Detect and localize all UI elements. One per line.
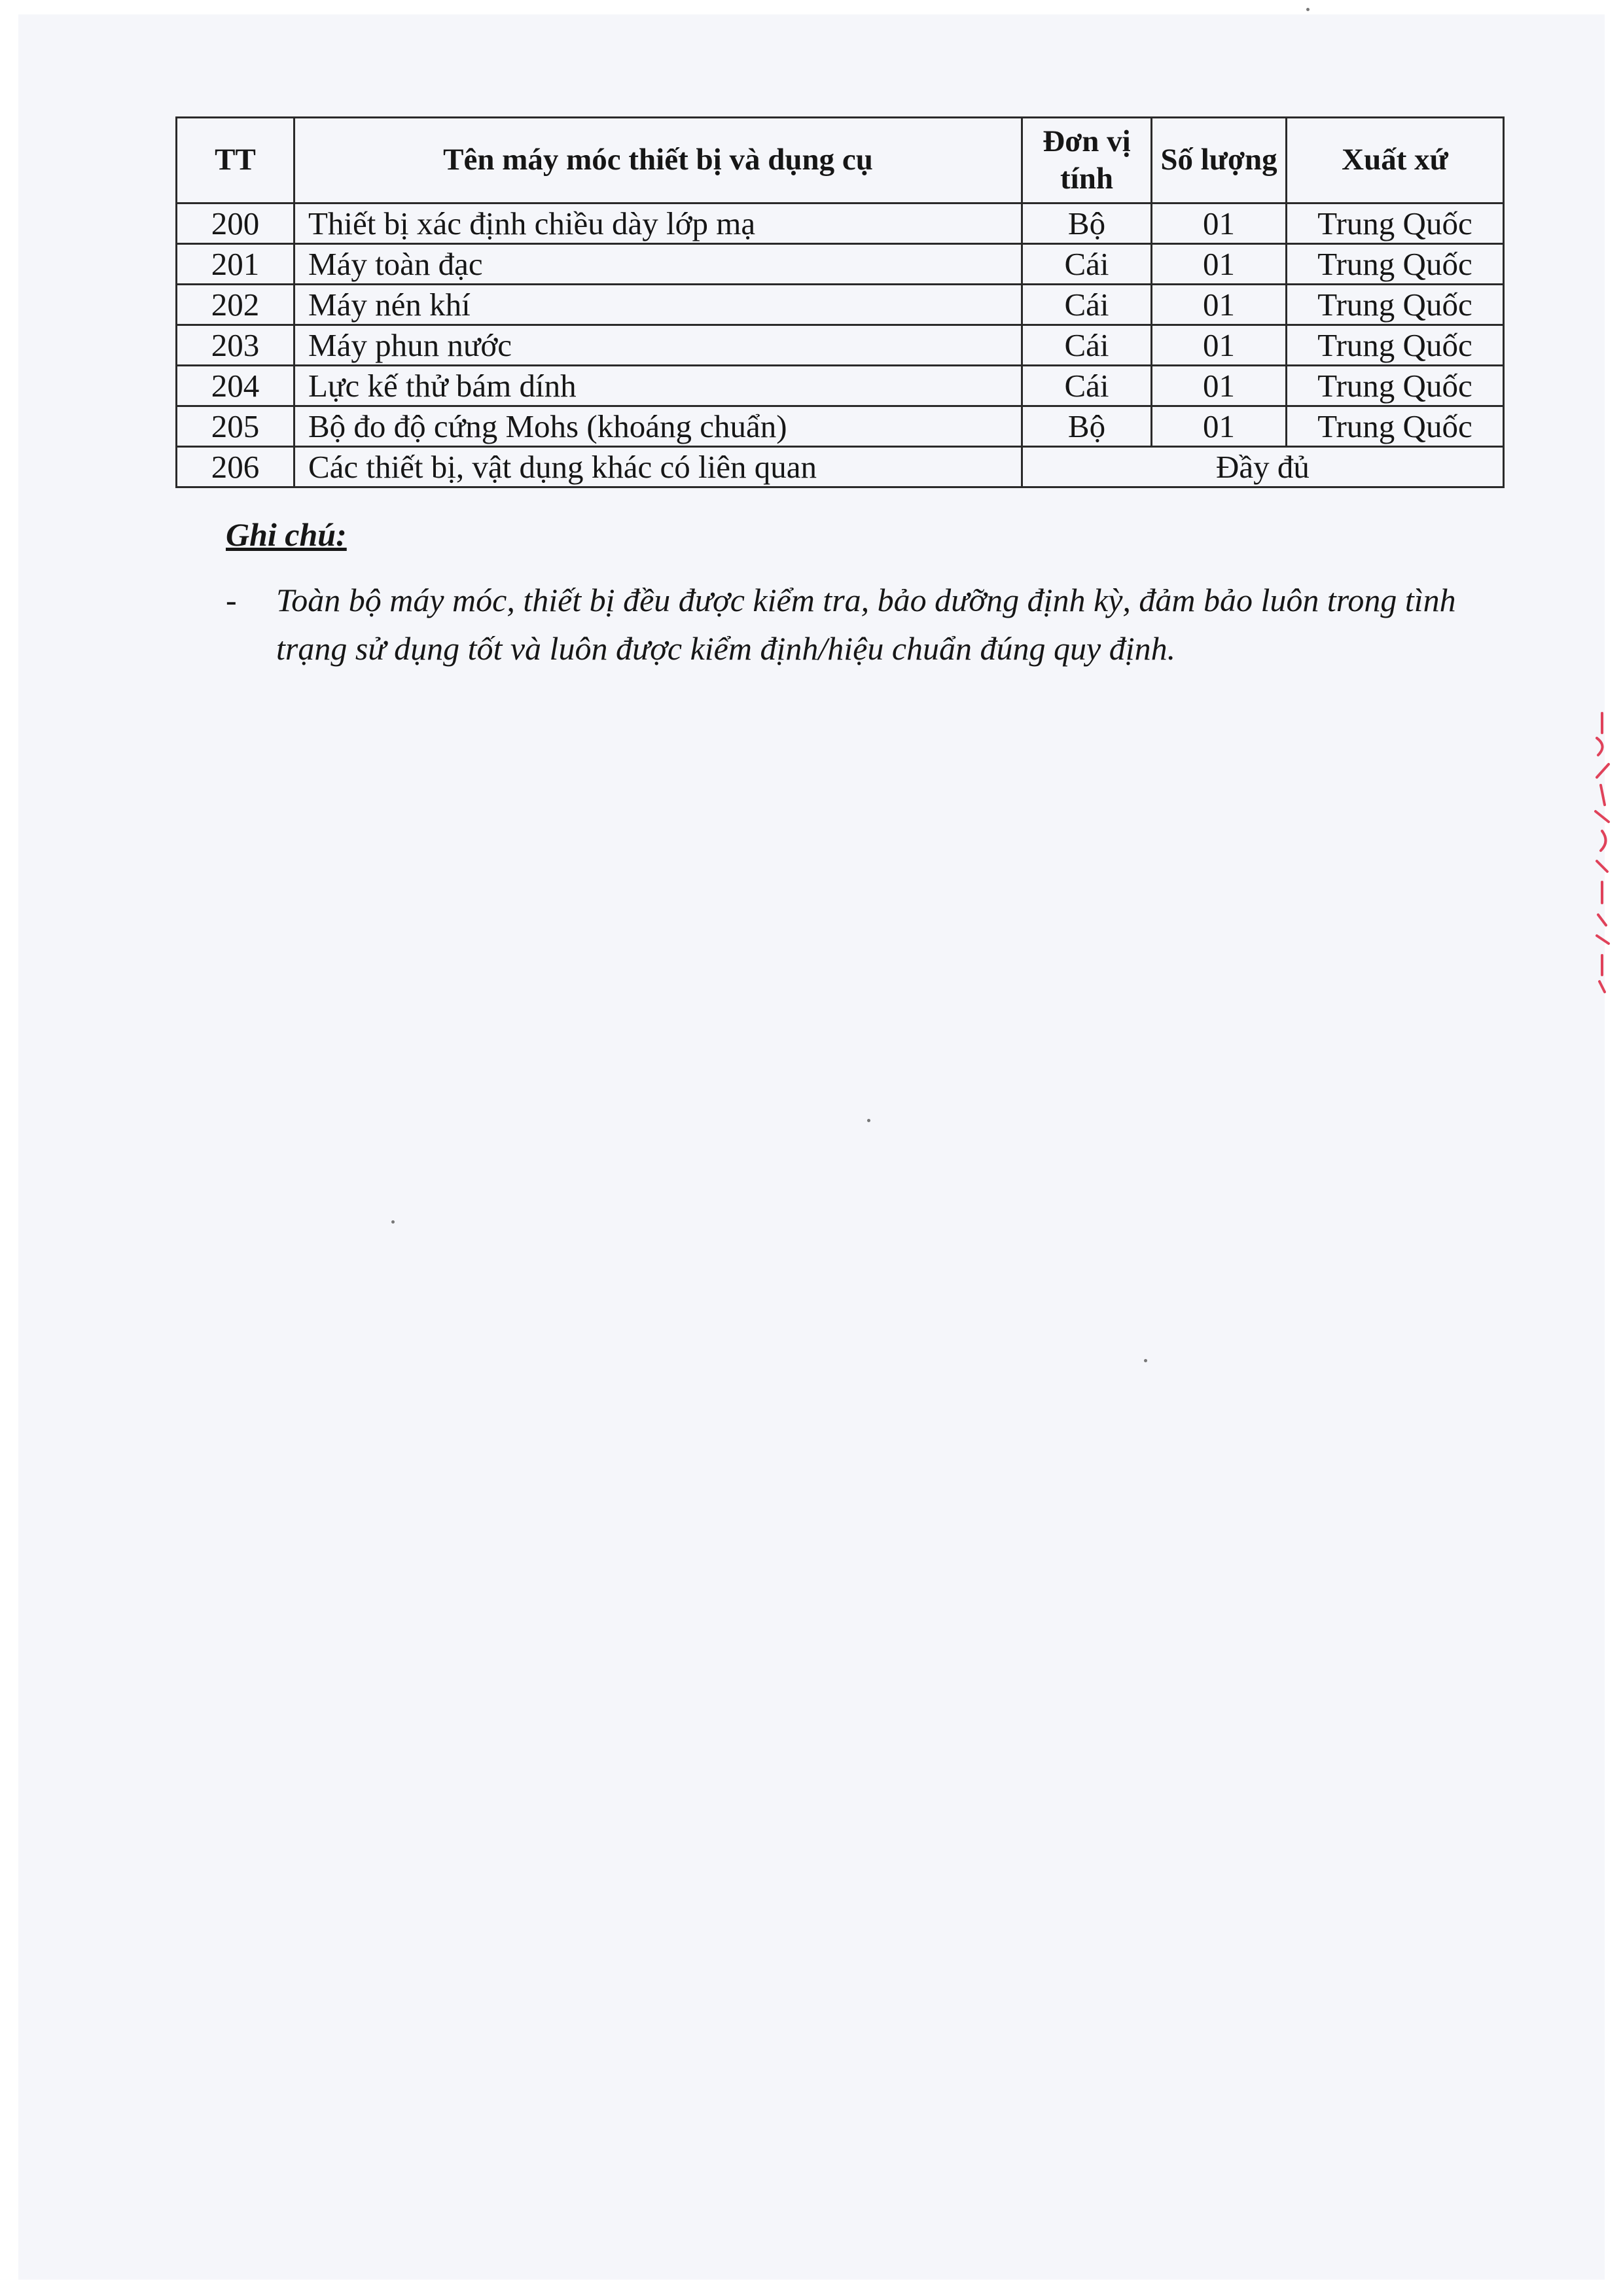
scan-speck bbox=[1144, 1359, 1147, 1362]
handwritten-margin-mark bbox=[1582, 707, 1622, 995]
cell-origin: Trung Quốc bbox=[1287, 244, 1504, 285]
note-title: Ghi chú: bbox=[226, 516, 347, 553]
note-list-item bbox=[226, 576, 1502, 673]
equipment-table bbox=[175, 116, 1505, 488]
table-row bbox=[177, 406, 1504, 447]
scan-speck bbox=[1306, 8, 1310, 11]
header-quantity: Số lượng bbox=[1152, 118, 1287, 203]
table-row bbox=[177, 285, 1504, 325]
cell-origin: Trung Quốc bbox=[1287, 366, 1504, 406]
table-row-summary bbox=[177, 447, 1504, 487]
cell-origin: Trung Quốc bbox=[1287, 203, 1504, 244]
cell-unit: Cái bbox=[1022, 244, 1152, 285]
header-unit: Đơn vị tính bbox=[1022, 118, 1152, 203]
cell-unit: Cái bbox=[1022, 366, 1152, 406]
cell-origin: Trung Quốc bbox=[1287, 325, 1504, 366]
header-tt: TT bbox=[177, 118, 294, 203]
header-name: Tên máy móc thiết bị và dụng cụ bbox=[294, 118, 1022, 203]
note-text: Toàn bộ máy móc, thiết bị đều được kiểm tra, bảo dưỡng định kỳ, đảm bảo luôn trong tình trạng sử dụng tốt và luôn được kiểm định/hiệu chuẩn đúng quy định. bbox=[276, 582, 1456, 667]
cell-name: Máy nén khí bbox=[294, 285, 1022, 325]
cell-name: Các thiết bị, vật dụng khác có liên quan bbox=[294, 447, 1022, 487]
cell-tt: 203 bbox=[177, 325, 294, 366]
scan-speck bbox=[867, 1119, 870, 1122]
table-row bbox=[177, 325, 1504, 366]
cell-name: Máy phun nước bbox=[294, 325, 1022, 366]
cell-tt: 200 bbox=[177, 203, 294, 244]
cell-name: Máy toàn đạc bbox=[294, 244, 1022, 285]
cell-merged-status: Đầy đủ bbox=[1022, 447, 1504, 487]
scan-speck bbox=[391, 1220, 395, 1224]
cell-name: Lực kế thử bám dính bbox=[294, 366, 1022, 406]
table-row bbox=[177, 203, 1504, 244]
cell-tt: 202 bbox=[177, 285, 294, 325]
cell-quantity: 01 bbox=[1152, 366, 1287, 406]
cell-tt: 204 bbox=[177, 366, 294, 406]
header-origin: Xuất xứ bbox=[1287, 118, 1504, 203]
table-row bbox=[177, 366, 1504, 406]
cell-unit: Cái bbox=[1022, 285, 1152, 325]
table-header-row bbox=[177, 118, 1504, 203]
cell-unit: Cái bbox=[1022, 325, 1152, 366]
cell-unit: Bộ bbox=[1022, 203, 1152, 244]
cell-name: Thiết bị xác định chiều dày lớp mạ bbox=[294, 203, 1022, 244]
cell-name: Bộ đo độ cứng Mohs (khoáng chuẩn) bbox=[294, 406, 1022, 447]
cell-origin: Trung Quốc bbox=[1287, 406, 1504, 447]
cell-tt: 206 bbox=[177, 447, 294, 487]
cell-quantity: 01 bbox=[1152, 244, 1287, 285]
bullet-dash: - bbox=[226, 582, 237, 618]
cell-unit: Bộ bbox=[1022, 406, 1152, 447]
cell-origin: Trung Quốc bbox=[1287, 285, 1504, 325]
cell-quantity: 01 bbox=[1152, 406, 1287, 447]
cell-quantity: 01 bbox=[1152, 285, 1287, 325]
cell-tt: 205 bbox=[177, 406, 294, 447]
table-row bbox=[177, 244, 1504, 285]
cell-tt: 201 bbox=[177, 244, 294, 285]
cell-quantity: 01 bbox=[1152, 325, 1287, 366]
cell-quantity: 01 bbox=[1152, 203, 1287, 244]
